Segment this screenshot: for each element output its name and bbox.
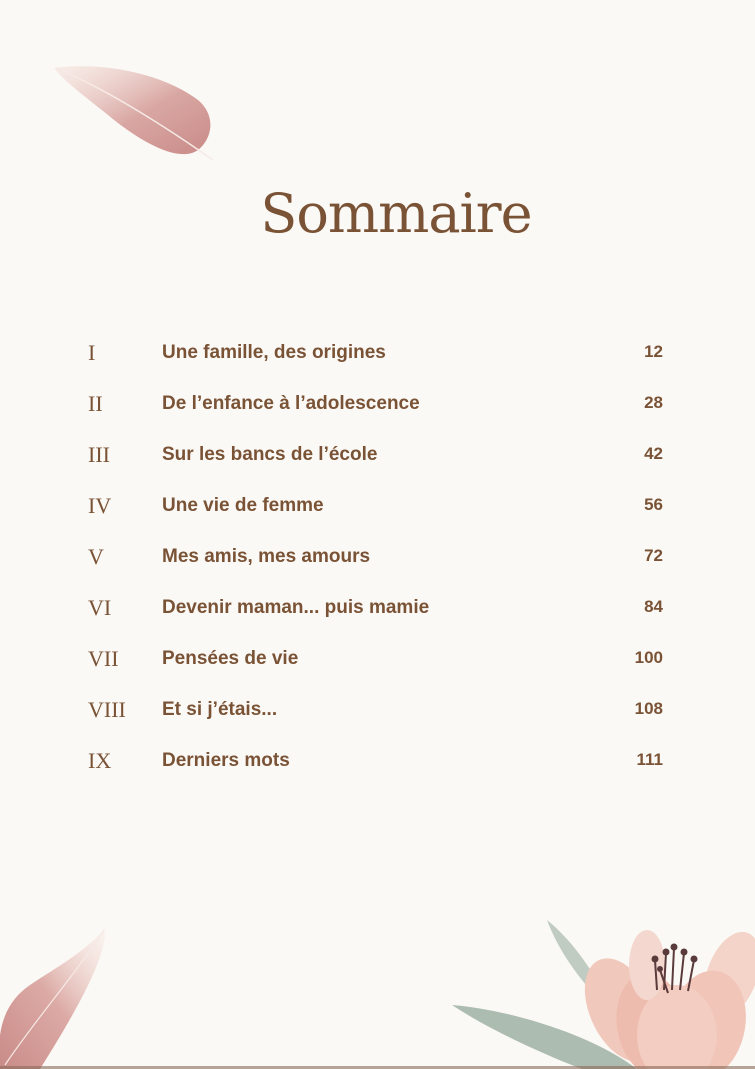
chapter-page-number: 72 (644, 546, 663, 565)
toc-entry (0, 438, 755, 478)
chapter-title: Devenir maman... puis mamie (162, 597, 430, 618)
chapter-page-number: 12 (644, 342, 663, 361)
chapter-page-number: 100 (634, 648, 663, 667)
chapter-page-number: 42 (644, 444, 663, 463)
chapter-numeral: V (88, 544, 104, 569)
toc-entry (0, 540, 755, 580)
chapter-title: Sur les bancs de l’école (162, 444, 378, 465)
chapter-title: Mes amis, mes amours (162, 546, 371, 567)
chapter-numeral: VIII (88, 697, 126, 722)
chapter-title: Une vie de femme (162, 495, 324, 516)
chapter-title: Une famille, des origines (162, 342, 386, 363)
page-title: Sommaire (260, 182, 532, 245)
feather-icon (48, 60, 218, 165)
chapter-title: Derniers mots (162, 750, 290, 771)
chapter-numeral: IV (88, 493, 112, 518)
toc-entry (0, 591, 755, 631)
chapter-title: De l’enfance à l’adolescence (162, 393, 420, 414)
chapter-page-number: 84 (644, 597, 663, 616)
chapter-page-number: 111 (636, 750, 663, 769)
flower-icon (452, 915, 755, 1069)
toc-entry (0, 642, 755, 682)
toc-entry (0, 489, 755, 529)
chapter-title: Et si j’étais... (162, 699, 278, 720)
chapter-numeral: IX (88, 748, 112, 773)
chapter-numeral: VII (88, 646, 119, 671)
chapter-numeral: II (88, 391, 103, 416)
chapter-numeral: I (88, 340, 96, 365)
toc-entry (0, 387, 755, 427)
chapter-numeral: VI (88, 595, 112, 620)
toc-entry (0, 693, 755, 733)
toc-entry (0, 336, 755, 376)
chapter-page-number: 56 (644, 495, 663, 514)
chapter-numeral: III (88, 442, 110, 467)
chapter-page-number: 28 (644, 393, 663, 412)
toc-entry (0, 744, 755, 784)
chapter-page-number: 108 (634, 699, 663, 718)
feather-icon (0, 925, 110, 1069)
chapter-title: Pensées de vie (162, 648, 299, 669)
